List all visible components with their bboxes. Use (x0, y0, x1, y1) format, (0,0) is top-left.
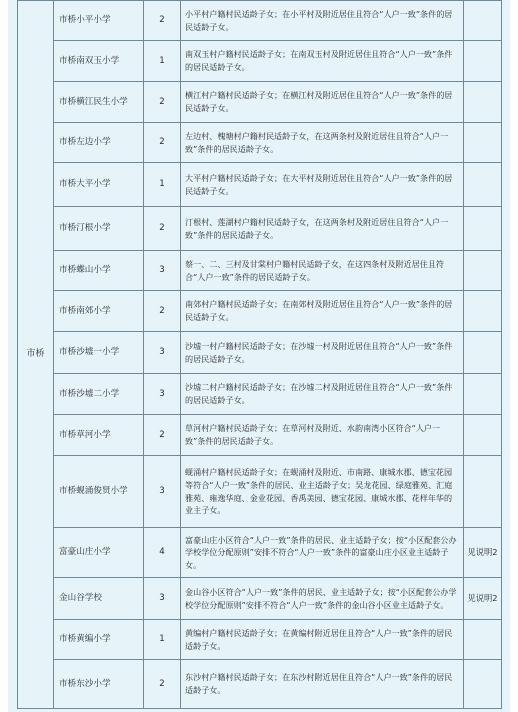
school-name-cell: 富豪山庄小学 (54, 528, 144, 578)
note-cell (464, 251, 502, 291)
table-row (18, 578, 502, 620)
class-count-cell: 3 (144, 456, 181, 528)
school-name-cell: 市桥横江民生小学 (54, 82, 144, 123)
class-count-cell: 2 (144, 82, 181, 123)
school-enrollment-table (17, 0, 502, 709)
note-cell (464, 374, 502, 415)
table-row (18, 207, 502, 251)
table-row (18, 620, 502, 660)
class-count-cell: 4 (144, 528, 181, 578)
class-count-cell: 1 (144, 41, 181, 82)
enrollment-area-cell: 南双玉村户籍村民适龄子女；在南双玉村及附近居住且符合“人户一致”条件的居民适龄子女。 (181, 41, 464, 82)
note-cell (464, 332, 502, 374)
note-cell: 见说明2 (464, 578, 502, 620)
school-name-cell: 市桥汀根小学 (54, 207, 144, 251)
enrollment-area-cell: 小平村户籍村民适龄子女；在小平村及附近居住且符合“人户一致”条件的居民适龄子女。 (181, 1, 464, 41)
note-cell (464, 1, 502, 41)
class-count-cell: 2 (144, 123, 181, 163)
table-row (18, 41, 502, 82)
note-cell (464, 456, 502, 528)
enrollment-area-cell: 横江村户籍村民适龄子女；在横江村及附近居住且符合“人户一致”条件的居民适龄子女。 (181, 82, 464, 123)
class-count-cell: 2 (144, 660, 181, 709)
class-count-cell: 3 (144, 374, 181, 415)
table-body (18, 1, 502, 709)
table-row (18, 528, 502, 578)
note-cell (464, 123, 502, 163)
note-cell (464, 41, 502, 82)
table-row (18, 123, 502, 163)
enrollment-area-cell: 金山谷小区符合“人户一致”条件的居民、业主适龄子女；按“小区配套公办学校学位分配原则”安排不符合“人户一致”条件的金山谷小区业主适龄子女。 (181, 578, 464, 620)
class-count-cell: 2 (144, 291, 181, 332)
table-row (18, 1, 502, 41)
class-count-cell: 2 (144, 207, 181, 251)
school-name-cell: 市桥蚬涌俊贤小学 (54, 456, 144, 528)
enrollment-area-cell: 草河村户籍村民适龄子女；在草河村及附近、水韵南湾小区符合“人户一致”条件的居民适龄子女。 (181, 415, 464, 456)
school-name-cell: 市桥小平小学 (54, 1, 144, 41)
enrollment-area-cell: 蚬涌村户籍村民适龄子女；在蚬涌村及附近、市南路、康城水郡、德宝花园等符合“人户一致”条件的居民、业主适龄子女；吴龙花园、绿庭雅苑、汇庭雅苑、雍逸华庭、金业花园、香禹美园、德宝花园、康城水郡、花样年华的业主子女。 (181, 456, 464, 528)
enrollment-area-cell: 沙墟二村户籍村民适龄子女；在沙墟二村及附近居住且符合“人户一致”条件的居民适龄子女。 (181, 374, 464, 415)
school-name-cell: 市桥南双玉小学 (54, 41, 144, 82)
class-count-cell: 3 (144, 332, 181, 374)
enrollment-area-cell: 左边村、槐塘村户籍村民适龄子女，在这两条村及附近居住且符合“人户一致”条件的居民适龄子女。 (181, 123, 464, 163)
class-count-cell: 1 (144, 620, 181, 660)
school-name-cell: 金山谷学校 (54, 578, 144, 620)
school-name-cell: 市桥沙墟一小学 (54, 332, 144, 374)
district-cell: 市桥 (18, 1, 54, 709)
document-background (8, 0, 510, 712)
school-name-cell: 市桥沙墟二小学 (54, 374, 144, 415)
table-row (18, 374, 502, 415)
class-count-cell: 2 (144, 415, 181, 456)
school-name-cell: 市桥大平小学 (54, 163, 144, 207)
table-row (18, 332, 502, 374)
enrollment-area-cell: 黄编村户籍村民适龄子女；在黄编村附近居住且符合“人户一致”条件的居民适龄子女。 (181, 620, 464, 660)
note-cell (464, 82, 502, 123)
enrollment-area-cell: 汀根村、莲湖村户籍村民适龄子女，在这两条村及附近居住且符合“人户一致”条件的居民适龄子女。 (181, 207, 464, 251)
note-cell (464, 660, 502, 709)
note-cell (464, 620, 502, 660)
school-name-cell: 市桥黄编小学 (54, 620, 144, 660)
table-row (18, 660, 502, 709)
enrollment-area-cell: 东沙村户籍村民适龄子女；在东沙村附近居住且符合“人户一致”条件的居民适龄子女。 (181, 660, 464, 709)
class-count-cell: 3 (144, 251, 181, 291)
table-row (18, 456, 502, 528)
note-cell (464, 163, 502, 207)
table-row (18, 415, 502, 456)
note-cell (464, 415, 502, 456)
class-count-cell: 2 (144, 1, 181, 41)
note-cell: 见说明2 (464, 528, 502, 578)
note-cell (464, 207, 502, 251)
enrollment-area-cell: 大平村户籍村民适龄子女；在大平村及附近居住且符合“人户一致”条件的居民适龄子女。 (181, 163, 464, 207)
school-name-cell: 市桥蝶山小学 (54, 251, 144, 291)
enrollment-area-cell: 沙墟一村户籍村民适龄子女；在沙墟一村及附近居住且符合“人户一致”条件的居民适龄子女。 (181, 332, 464, 374)
table-row (18, 291, 502, 332)
school-name-cell: 市桥草河小学 (54, 415, 144, 456)
table-row (18, 163, 502, 207)
enrollment-area-cell: 南郊村户籍村民适龄子女；在南郊村及附近居住且符合“人户一致”条件的居民适龄子女。 (181, 291, 464, 332)
school-name-cell: 市桥左边小学 (54, 123, 144, 163)
school-name-cell: 市桥东沙小学 (54, 660, 144, 709)
table-row (18, 82, 502, 123)
table-row (18, 251, 502, 291)
class-count-cell: 3 (144, 578, 181, 620)
note-cell (464, 291, 502, 332)
enrollment-area-cell: 蔡一、二、三村及甘棠村户籍村民适龄子女，在这四条村及附近居住且符合“人户一致”条件的居民适龄子女。 (181, 251, 464, 291)
school-name-cell: 市桥南郊小学 (54, 291, 144, 332)
class-count-cell: 1 (144, 163, 181, 207)
enrollment-area-cell: 富豪山庄小区符合“人户一致”条件的居民、业主适龄子女；按“小区配套公办学校学位分配原则”安排不符合“人户一致”条件的富豪山庄小区业主适龄子女。 (181, 528, 464, 578)
